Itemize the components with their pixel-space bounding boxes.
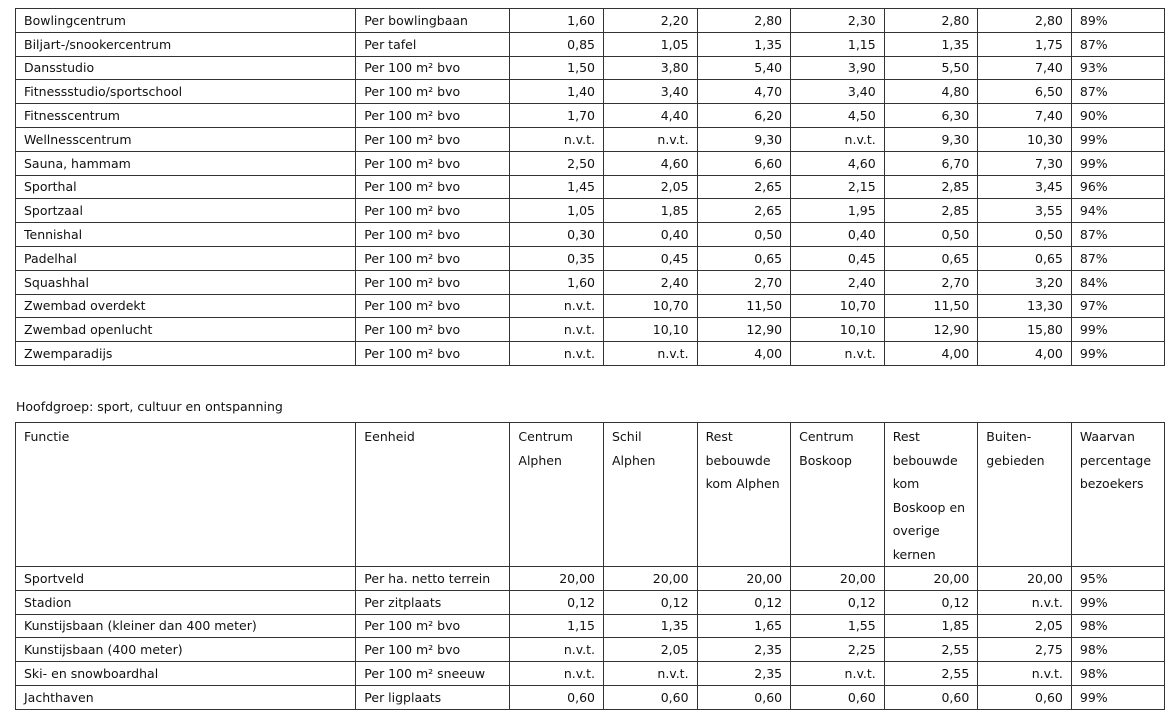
function-cell: Zwembad openlucht xyxy=(16,318,356,342)
norm-value-cell: 10,10 xyxy=(791,318,885,342)
norm-value-cell: n.v.t. xyxy=(978,662,1072,686)
norm-value-cell: 1,45 xyxy=(510,175,604,199)
norm-value-cell: 20,00 xyxy=(791,567,885,591)
norm-value-cell: 20,00 xyxy=(697,567,791,591)
norm-value-cell: n.v.t. xyxy=(603,662,697,686)
function-cell: Fitnessstudio/sportschool xyxy=(16,80,356,104)
unit-cell: Per 100 m² bvo xyxy=(356,56,510,80)
table-row xyxy=(16,567,1165,591)
norm-value-cell: n.v.t. xyxy=(791,342,885,366)
unit-cell: Per zitplaats xyxy=(356,590,510,614)
norm-value-cell: 0,45 xyxy=(603,246,697,270)
norm-value-cell: n.v.t. xyxy=(510,638,604,662)
norm-value-cell: 0,12 xyxy=(884,590,978,614)
norm-value-cell: 2,05 xyxy=(603,175,697,199)
visitor-percentage-cell: 99% xyxy=(1071,318,1164,342)
table-row xyxy=(16,223,1165,247)
visitor-percentage-cell: 87% xyxy=(1071,223,1164,247)
norm-value-cell: 0,12 xyxy=(697,590,791,614)
column-header: Rest bebouwde kom Boskoop en overige kernen xyxy=(884,423,978,567)
norm-value-cell: 1,75 xyxy=(978,32,1072,56)
unit-cell: Per 100 m² bvo xyxy=(356,638,510,662)
norm-value-cell: 6,30 xyxy=(884,104,978,128)
norm-value-cell: 7,40 xyxy=(978,104,1072,128)
table-row xyxy=(16,199,1165,223)
norm-value-cell: n.v.t. xyxy=(978,590,1072,614)
norm-value-cell: 4,60 xyxy=(791,151,885,175)
table-row xyxy=(16,342,1165,366)
norm-value-cell: 0,60 xyxy=(510,685,604,709)
unit-cell: Per 100 m² bvo xyxy=(356,223,510,247)
unit-cell: Per 100 m² sneeuw xyxy=(356,662,510,686)
table-row xyxy=(16,318,1165,342)
unit-cell: Per 100 m² bvo xyxy=(356,246,510,270)
norm-value-cell: 9,30 xyxy=(884,127,978,151)
norm-value-cell: 20,00 xyxy=(884,567,978,591)
norm-value-cell: 3,20 xyxy=(978,270,1072,294)
function-cell: Stadion xyxy=(16,590,356,614)
function-cell: Kunstijsbaan (kleiner dan 400 meter) xyxy=(16,614,356,638)
norm-value-cell: 2,65 xyxy=(697,175,791,199)
visitor-percentage-cell: 99% xyxy=(1071,685,1164,709)
visitor-percentage-cell: 99% xyxy=(1071,342,1164,366)
table-row xyxy=(16,127,1165,151)
function-cell: Sportzaal xyxy=(16,199,356,223)
norm-value-cell: 2,75 xyxy=(978,638,1072,662)
norm-value-cell: 0,60 xyxy=(978,685,1072,709)
norm-value-cell: 0,60 xyxy=(603,685,697,709)
norm-value-cell: 0,30 xyxy=(510,223,604,247)
norm-value-cell: n.v.t. xyxy=(791,127,885,151)
unit-cell: Per 100 m² bvo xyxy=(356,342,510,366)
table-row xyxy=(16,638,1165,662)
norm-value-cell: 1,15 xyxy=(791,32,885,56)
unit-cell: Per ha. netto terrein xyxy=(356,567,510,591)
unit-cell: Per 100 m² bvo xyxy=(356,127,510,151)
unit-cell: Per 100 m² bvo xyxy=(356,318,510,342)
table-row xyxy=(16,175,1165,199)
norm-value-cell: 11,50 xyxy=(884,294,978,318)
norm-value-cell: 2,85 xyxy=(884,175,978,199)
norm-value-cell: 2,55 xyxy=(884,662,978,686)
norm-value-cell: 0,40 xyxy=(791,223,885,247)
norm-value-cell: 20,00 xyxy=(603,567,697,591)
norm-value-cell: n.v.t. xyxy=(510,342,604,366)
norm-value-cell: n.v.t. xyxy=(510,127,604,151)
norm-value-cell: 11,50 xyxy=(697,294,791,318)
norm-value-cell: 4,60 xyxy=(603,151,697,175)
norm-value-cell: 1,85 xyxy=(884,614,978,638)
norm-value-cell: 1,40 xyxy=(510,80,604,104)
column-header: Centrum Boskoop xyxy=(791,423,885,567)
function-cell: Kunstijsbaan (400 meter) xyxy=(16,638,356,662)
norm-value-cell: n.v.t. xyxy=(791,662,885,686)
table-row xyxy=(16,614,1165,638)
norm-value-cell: 4,80 xyxy=(884,80,978,104)
visitor-percentage-cell: 95% xyxy=(1071,567,1164,591)
norm-value-cell: n.v.t. xyxy=(603,127,697,151)
unit-cell: Per bowlingbaan xyxy=(356,9,510,33)
norm-value-cell: 1,65 xyxy=(697,614,791,638)
column-header: Eenheid xyxy=(356,423,510,567)
norm-value-cell: 2,05 xyxy=(978,614,1072,638)
table-row xyxy=(16,80,1165,104)
norm-value-cell: 2,50 xyxy=(510,151,604,175)
table-row xyxy=(16,294,1165,318)
visitor-percentage-cell: 96% xyxy=(1071,175,1164,199)
visitor-percentage-cell: 99% xyxy=(1071,127,1164,151)
norm-value-cell: 12,90 xyxy=(697,318,791,342)
norm-value-cell: n.v.t. xyxy=(510,294,604,318)
unit-cell: Per 100 m² bvo xyxy=(356,199,510,223)
unit-cell: Per 100 m² bvo xyxy=(356,151,510,175)
norm-value-cell: 2,35 xyxy=(697,662,791,686)
norm-value-cell: 1,05 xyxy=(510,199,604,223)
norm-value-cell: 1,35 xyxy=(603,614,697,638)
norm-value-cell: 1,60 xyxy=(510,9,604,33)
norm-value-cell: 1,70 xyxy=(510,104,604,128)
norm-value-cell: 1,50 xyxy=(510,56,604,80)
norm-value-cell: 1,15 xyxy=(510,614,604,638)
unit-cell: Per 100 m² bvo xyxy=(356,270,510,294)
column-header: Schil Alphen xyxy=(603,423,697,567)
norm-value-cell: n.v.t. xyxy=(510,662,604,686)
norm-value-cell: 3,80 xyxy=(603,56,697,80)
norm-value-cell: 4,50 xyxy=(791,104,885,128)
table-row xyxy=(16,246,1165,270)
norm-value-cell: 0,35 xyxy=(510,246,604,270)
unit-cell: Per 100 m² bvo xyxy=(356,104,510,128)
norm-value-cell: 2,05 xyxy=(603,638,697,662)
norm-value-cell: 1,35 xyxy=(884,32,978,56)
visitor-percentage-cell: 98% xyxy=(1071,614,1164,638)
norm-value-cell: 4,00 xyxy=(978,342,1072,366)
visitor-percentage-cell: 84% xyxy=(1071,270,1164,294)
unit-cell: Per 100 m² bvo xyxy=(356,614,510,638)
visitor-percentage-cell: 94% xyxy=(1071,199,1164,223)
norm-value-cell: 10,70 xyxy=(791,294,885,318)
norm-value-cell: 9,30 xyxy=(697,127,791,151)
norm-value-cell: 2,70 xyxy=(697,270,791,294)
norm-value-cell: 2,65 xyxy=(697,199,791,223)
norm-value-cell: 6,20 xyxy=(697,104,791,128)
table-row xyxy=(16,56,1165,80)
norm-value-cell: 12,90 xyxy=(884,318,978,342)
norm-value-cell: 20,00 xyxy=(978,567,1072,591)
norm-value-cell: 2,80 xyxy=(978,9,1072,33)
norm-value-cell: 0,50 xyxy=(978,223,1072,247)
norm-value-cell: 0,60 xyxy=(884,685,978,709)
unit-cell: Per 100 m² bvo xyxy=(356,294,510,318)
table-row xyxy=(16,151,1165,175)
norm-value-cell: 3,90 xyxy=(791,56,885,80)
norm-value-cell: 0,60 xyxy=(697,685,791,709)
column-header: Rest bebouwde kom Alphen xyxy=(697,423,791,567)
visitor-percentage-cell: 99% xyxy=(1071,590,1164,614)
norm-value-cell: 3,40 xyxy=(603,80,697,104)
sport-culture-norms-table xyxy=(15,422,1165,710)
norm-value-cell: 2,55 xyxy=(884,638,978,662)
column-header: Waarvan percentage bezoekers xyxy=(1071,423,1164,567)
norm-value-cell: 2,20 xyxy=(603,9,697,33)
norm-value-cell: 5,50 xyxy=(884,56,978,80)
norm-value-cell: 3,55 xyxy=(978,199,1072,223)
table-row xyxy=(16,685,1165,709)
function-cell: Squashhal xyxy=(16,270,356,294)
function-cell: Sporthal xyxy=(16,175,356,199)
norm-value-cell: 0,65 xyxy=(978,246,1072,270)
norm-value-cell: n.v.t. xyxy=(603,342,697,366)
norm-value-cell: 20,00 xyxy=(510,567,604,591)
unit-cell: Per 100 m² bvo xyxy=(356,80,510,104)
norm-value-cell: 5,40 xyxy=(697,56,791,80)
function-cell: Wellnesscentrum xyxy=(16,127,356,151)
norm-value-cell: 6,50 xyxy=(978,80,1072,104)
visitor-percentage-cell: 87% xyxy=(1071,80,1164,104)
norm-value-cell: 4,00 xyxy=(884,342,978,366)
visitor-percentage-cell: 87% xyxy=(1071,32,1164,56)
function-cell: Sauna, hammam xyxy=(16,151,356,175)
norm-value-cell: 13,30 xyxy=(978,294,1072,318)
norm-value-cell: 2,15 xyxy=(791,175,885,199)
function-cell: Padelhal xyxy=(16,246,356,270)
norm-value-cell: 4,00 xyxy=(697,342,791,366)
norm-value-cell: 0,12 xyxy=(791,590,885,614)
norm-value-cell: 2,40 xyxy=(603,270,697,294)
norm-value-cell: 4,70 xyxy=(697,80,791,104)
visitor-percentage-cell: 98% xyxy=(1071,662,1164,686)
unit-cell: Per ligplaats xyxy=(356,685,510,709)
norm-value-cell: 0,65 xyxy=(884,246,978,270)
unit-cell: Per tafel xyxy=(356,32,510,56)
function-cell: Dansstudio xyxy=(16,56,356,80)
norm-value-cell: 0,12 xyxy=(510,590,604,614)
norm-value-cell: 10,70 xyxy=(603,294,697,318)
norm-value-cell: 2,85 xyxy=(884,199,978,223)
norm-value-cell: 1,95 xyxy=(791,199,885,223)
function-cell: Zwemparadijs xyxy=(16,342,356,366)
norm-value-cell: 0,65 xyxy=(697,246,791,270)
column-header: Buiten-gebieden xyxy=(978,423,1072,567)
norm-value-cell: 0,40 xyxy=(603,223,697,247)
norm-value-cell: 7,40 xyxy=(978,56,1072,80)
function-cell: Sportveld xyxy=(16,567,356,591)
function-cell: Bowlingcentrum xyxy=(16,9,356,33)
norm-value-cell: 3,40 xyxy=(791,80,885,104)
norm-value-cell: 6,70 xyxy=(884,151,978,175)
table-row xyxy=(16,662,1165,686)
norm-value-cell: 0,50 xyxy=(884,223,978,247)
norm-value-cell: 15,80 xyxy=(978,318,1072,342)
norm-value-cell: 2,40 xyxy=(791,270,885,294)
norm-value-cell: n.v.t. xyxy=(510,318,604,342)
norm-value-cell: 1,60 xyxy=(510,270,604,294)
norm-value-cell: 0,50 xyxy=(697,223,791,247)
norm-value-cell: 1,55 xyxy=(791,614,885,638)
visitor-percentage-cell: 87% xyxy=(1071,246,1164,270)
norm-value-cell: 2,70 xyxy=(884,270,978,294)
table-row xyxy=(16,32,1165,56)
norm-value-cell: 10,30 xyxy=(978,127,1072,151)
visitor-percentage-cell: 93% xyxy=(1071,56,1164,80)
norm-value-cell: 2,35 xyxy=(697,638,791,662)
column-header: Centrum Alphen xyxy=(510,423,604,567)
table-row xyxy=(16,590,1165,614)
unit-cell: Per 100 m² bvo xyxy=(356,175,510,199)
norm-value-cell: 0,60 xyxy=(791,685,885,709)
norm-value-cell: 0,45 xyxy=(791,246,885,270)
norm-value-cell: 2,80 xyxy=(884,9,978,33)
norm-value-cell: 2,30 xyxy=(791,9,885,33)
table-row xyxy=(16,9,1165,33)
visitor-percentage-cell: 90% xyxy=(1071,104,1164,128)
visitor-percentage-cell: 98% xyxy=(1071,638,1164,662)
norm-value-cell: 3,45 xyxy=(978,175,1072,199)
norm-value-cell: 10,10 xyxy=(603,318,697,342)
norm-value-cell: 7,30 xyxy=(978,151,1072,175)
norm-value-cell: 6,60 xyxy=(697,151,791,175)
norm-value-cell: 1,05 xyxy=(603,32,697,56)
norm-value-cell: 0,85 xyxy=(510,32,604,56)
visitor-percentage-cell: 99% xyxy=(1071,151,1164,175)
table-row xyxy=(16,270,1165,294)
norm-value-cell: 1,35 xyxy=(697,32,791,56)
visitor-percentage-cell: 97% xyxy=(1071,294,1164,318)
table-row xyxy=(16,104,1165,128)
table-header-row xyxy=(16,423,1165,567)
function-cell: Ski- en snowboardhal xyxy=(16,662,356,686)
visitor-percentage-cell: 89% xyxy=(1071,9,1164,33)
function-cell: Tennishal xyxy=(16,223,356,247)
norm-value-cell: 4,40 xyxy=(603,104,697,128)
norm-value-cell: 0,12 xyxy=(603,590,697,614)
function-cell: Fitnesscentrum xyxy=(16,104,356,128)
function-cell: Jachthaven xyxy=(16,685,356,709)
parking-norms-table-continued xyxy=(15,8,1165,366)
function-cell: Biljart-/snookercentrum xyxy=(16,32,356,56)
norm-value-cell: 2,80 xyxy=(697,9,791,33)
column-header: Functie xyxy=(16,423,356,567)
norm-value-cell: 1,85 xyxy=(603,199,697,223)
norm-value-cell: 2,25 xyxy=(791,638,885,662)
section-caption: Hoofdgroep: sport, cultuur en ontspanning xyxy=(16,399,283,414)
function-cell: Zwembad overdekt xyxy=(16,294,356,318)
